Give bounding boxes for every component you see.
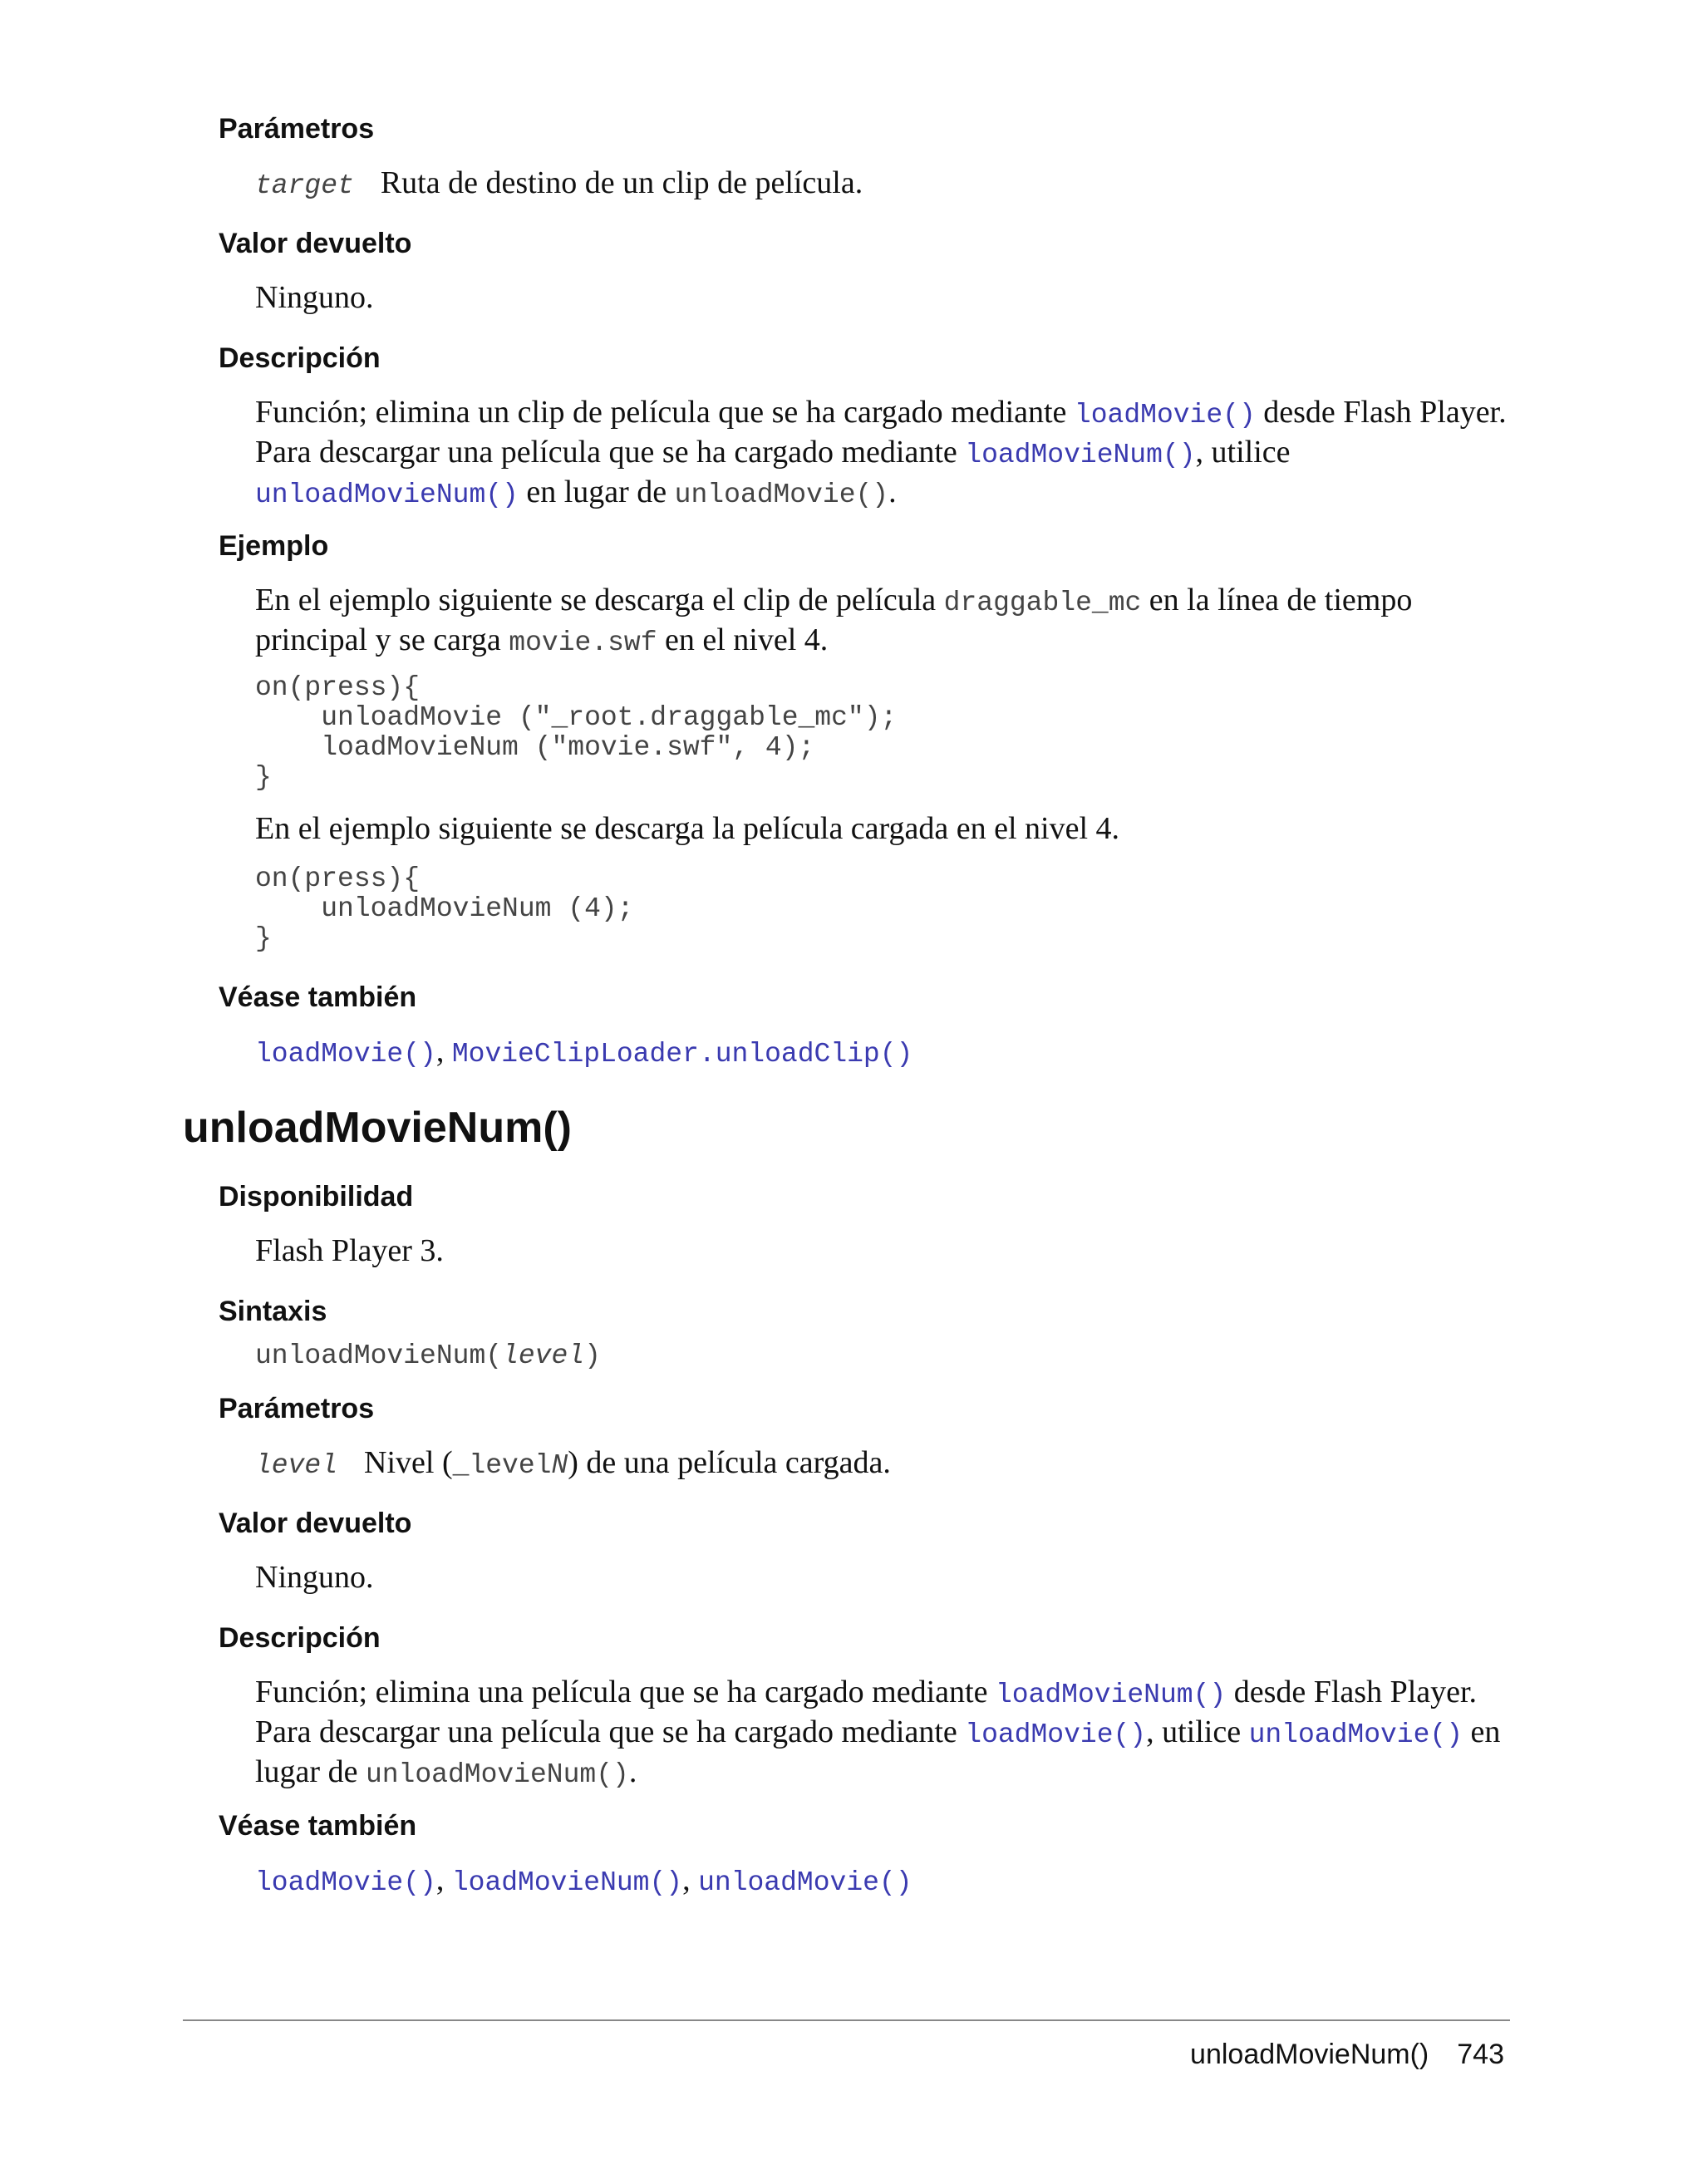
text-run: . <box>628 1754 637 1789</box>
text-run: desde Flash Player. Para descargar una película que se ha cargado mediante <box>255 1675 1478 1749</box>
valor-devuelto-text: Ninguno. <box>255 1560 374 1595</box>
link-unloadmovienum[interactable]: unloadMovieNum() <box>255 480 519 510</box>
param-name: level <box>255 1450 338 1481</box>
valor-devuelto-heading: Valor devuelto <box>219 1508 412 1539</box>
text-run: , utilice <box>1195 435 1291 470</box>
parametros-heading: Parámetros <box>219 113 375 145</box>
sintaxis-code <box>255 1335 601 1375</box>
code-param: level <box>502 1340 585 1371</box>
descripcion-paragraph <box>255 1674 1510 1793</box>
sintaxis-heading: Sintaxis <box>219 1296 327 1327</box>
text-run: En el ejemplo siguiente se descarga el clip de película <box>255 583 944 617</box>
inline-code: unloadMovie() <box>674 480 889 510</box>
param-level <box>255 1444 891 1484</box>
inline-code: movie.swf <box>509 627 657 658</box>
separator: , <box>435 1862 452 1897</box>
text-run: en lugar de <box>255 1714 1501 1789</box>
disponibilidad-heading: Disponibilidad <box>219 1181 414 1213</box>
separator: , <box>682 1862 699 1897</box>
link-loadmovienum[interactable]: loadMovieNum() <box>451 1867 683 1898</box>
vease-tambien-heading: Véase también <box>219 981 417 1013</box>
page-number: 743 <box>1457 2039 1504 2070</box>
ejemplo-paragraph-2: En el ejemplo siguiente se descarga la película cargada en el nivel 4. <box>255 811 1120 846</box>
text-run: en el nivel 4. <box>657 622 829 657</box>
param-description: Ruta de destino de un clip de película. <box>380 165 863 200</box>
vease-tambien-links <box>255 1862 1510 1901</box>
inline-code: unloadMovieNum() <box>365 1759 629 1790</box>
descripcion-heading: Descripción <box>219 342 381 374</box>
link-movieclipload-unloadclip[interactable]: MovieClipLoader.unloadClip() <box>451 1039 913 1070</box>
ejemplo-heading: Ejemplo <box>219 530 329 562</box>
code-run: ) <box>584 1340 601 1371</box>
inline-code: draggable_mc <box>943 588 1142 618</box>
vease-tambien-links <box>255 1033 1510 1073</box>
link-unloadmovie[interactable]: unloadMovie() <box>698 1867 912 1898</box>
text-run: Nivel ( <box>364 1445 453 1480</box>
footer-rule <box>183 2019 1510 2021</box>
link-loadmovienum[interactable]: loadMovieNum() <box>995 1680 1227 1710</box>
link-unloadmovie[interactable]: unloadMovie() <box>1248 1719 1463 1750</box>
parametros-heading: Parámetros <box>219 1393 375 1424</box>
descripcion-heading: Descripción <box>219 1622 381 1654</box>
link-loadmovie[interactable]: loadMovie() <box>965 1719 1147 1750</box>
text-run: . <box>888 475 897 509</box>
disponibilidad-text: Flash Player 3. <box>255 1233 444 1268</box>
inline-code-italic: N <box>551 1450 568 1481</box>
footer-title: unloadMovieNum() <box>1190 2039 1429 2070</box>
link-loadmovienum[interactable]: loadMovieNum() <box>965 440 1196 470</box>
valor-devuelto-text: Ninguno. <box>255 280 374 315</box>
code-run: unloadMovieNum( <box>255 1340 503 1371</box>
text-run: desde Flash Player. Para descargar una película que se ha cargado mediante <box>255 395 1507 470</box>
text-run: Función; elimina una película que se ha cargado mediante <box>255 1675 996 1709</box>
link-loadmovie[interactable]: loadMovie() <box>255 1039 436 1070</box>
valor-devuelto-heading: Valor devuelto <box>219 228 412 259</box>
param-target <box>255 165 863 204</box>
page-footer <box>1190 2038 1504 2071</box>
text-run: en lugar de <box>518 475 675 509</box>
inline-code: _level <box>452 1450 552 1481</box>
ejemplo-paragraph-1 <box>255 582 1510 662</box>
code-block-2: on(press){ unloadMovieNum (4); } <box>255 863 634 954</box>
section-title: unloadMovieNum() <box>183 1104 572 1152</box>
descripcion-paragraph <box>255 394 1510 514</box>
link-loadmovie[interactable]: loadMovie() <box>1074 400 1256 430</box>
text-run: , utilice <box>1146 1714 1249 1749</box>
text-run: ) de una película cargada. <box>568 1445 891 1480</box>
vease-tambien-heading: Véase también <box>219 1810 417 1842</box>
text-run: en la línea de tiempo principal y se carga <box>255 583 1413 657</box>
text-run: Función; elimina un clip de película que se ha cargado mediante <box>255 395 1075 430</box>
link-loadmovie[interactable]: loadMovie() <box>255 1867 436 1898</box>
separator: , <box>435 1034 452 1069</box>
code-block-1: on(press){ unloadMovie ("_root.draggable_mc"); loadMovieNum ("movie.swf", 4); } <box>255 672 898 793</box>
param-name: target <box>255 170 354 201</box>
